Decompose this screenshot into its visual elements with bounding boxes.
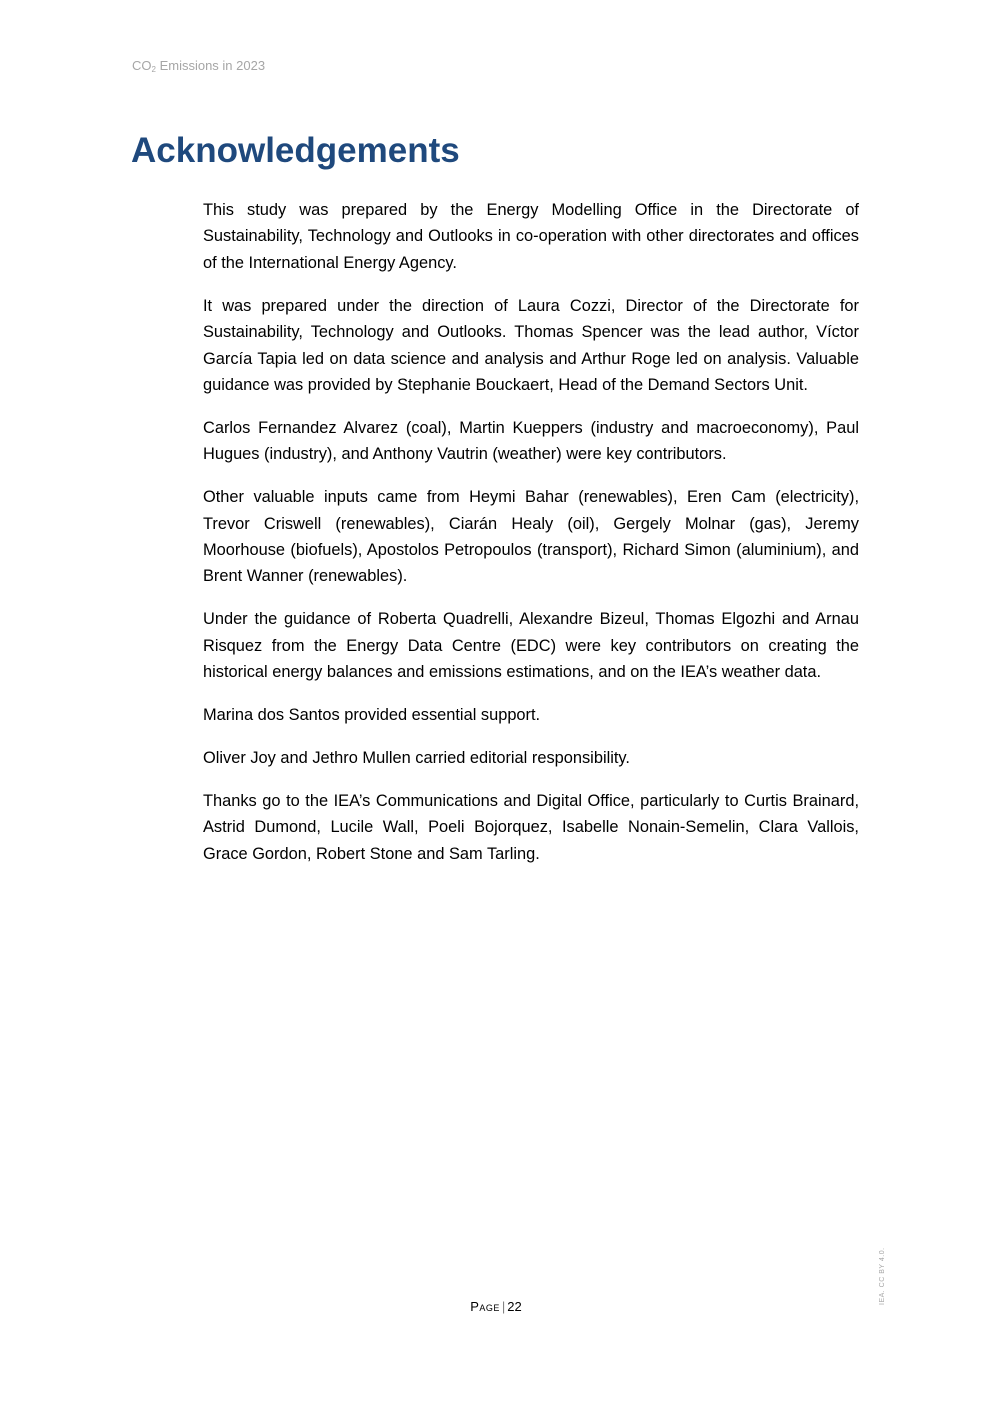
header-suffix: Emissions in 2023 — [155, 58, 266, 73]
page-label: Page — [470, 1299, 500, 1314]
paragraph-2: It was prepared under the direction of Laura Cozzi, Director of the Directorate for Sustainability, Technology and Outlooks. Thomas Spencer was the lead author, Víctor García Tapia led on data science and analysis and Arthur Roge led on analysis. Valuable guidance was provided by Stephanie Bouckaert, Head of the Demand Sectors Unit. — [203, 296, 859, 394]
acknowledgements-body — [203, 197, 859, 884]
paragraph-4: Other valuable inputs came from Heymi Bahar (renewables), Eren Cam (electricity), Trevor Criswell (renewables), Ciarán Healy (oil), Gergely Molnar (gas), Jeremy Moorhouse (biofuels), Apostolos Petropoulos (transport), Richard Simon (aluminium), and Brent Wanner (renewables). — [203, 488, 859, 586]
page-separator: | — [501, 1299, 506, 1314]
page-title: Acknowledgements — [131, 131, 460, 170]
page-footer — [0, 1299, 992, 1314]
paragraph-1: This study was prepared by the Energy Modelling Office in the Directorate of Sustainability, Technology and Outlooks in co-operation with other directorates and offices of the International Energy Agency. — [203, 201, 859, 272]
paragraph-6: Marina dos Santos provided essential support. — [203, 706, 541, 724]
running-header — [132, 58, 265, 74]
header-prefix: CO — [132, 58, 152, 73]
paragraph-3: Carlos Fernandez Alvarez (coal), Martin Kueppers (industry and macroeconomy), Paul Hugues (industry), and Anthony Vautrin (weather) were key contributors. — [203, 418, 859, 464]
paragraph-7: Oliver Joy and Jethro Mullen carried editorial responsibility. — [203, 748, 630, 767]
page-number: 22 — [507, 1299, 522, 1314]
header-subscript: 2 — [151, 65, 156, 74]
license-notice: IEA. CC BY 4.0. — [879, 1247, 886, 1305]
paragraph-5: Under the guidance of Roberta Quadrelli, Alexandre Bizeul, Thomas Elgozhi and Arnau Risquez from the Energy Data Centre (EDC) were key contributors on creating the historical energy balances and emissions estimations, and on the IEA’s weather data. — [203, 610, 859, 682]
paragraph-8: Thanks go to the IEA’s Communications and Digital Office, particularly to Curtis Brainard, Astrid Dumond, Lucile Wall, Poeli Bojorquez, Isabelle Nonain-Semelin, Clara Vallois, Grace Gordon, Robert Stone and Sam Tarling. — [203, 791, 859, 863]
